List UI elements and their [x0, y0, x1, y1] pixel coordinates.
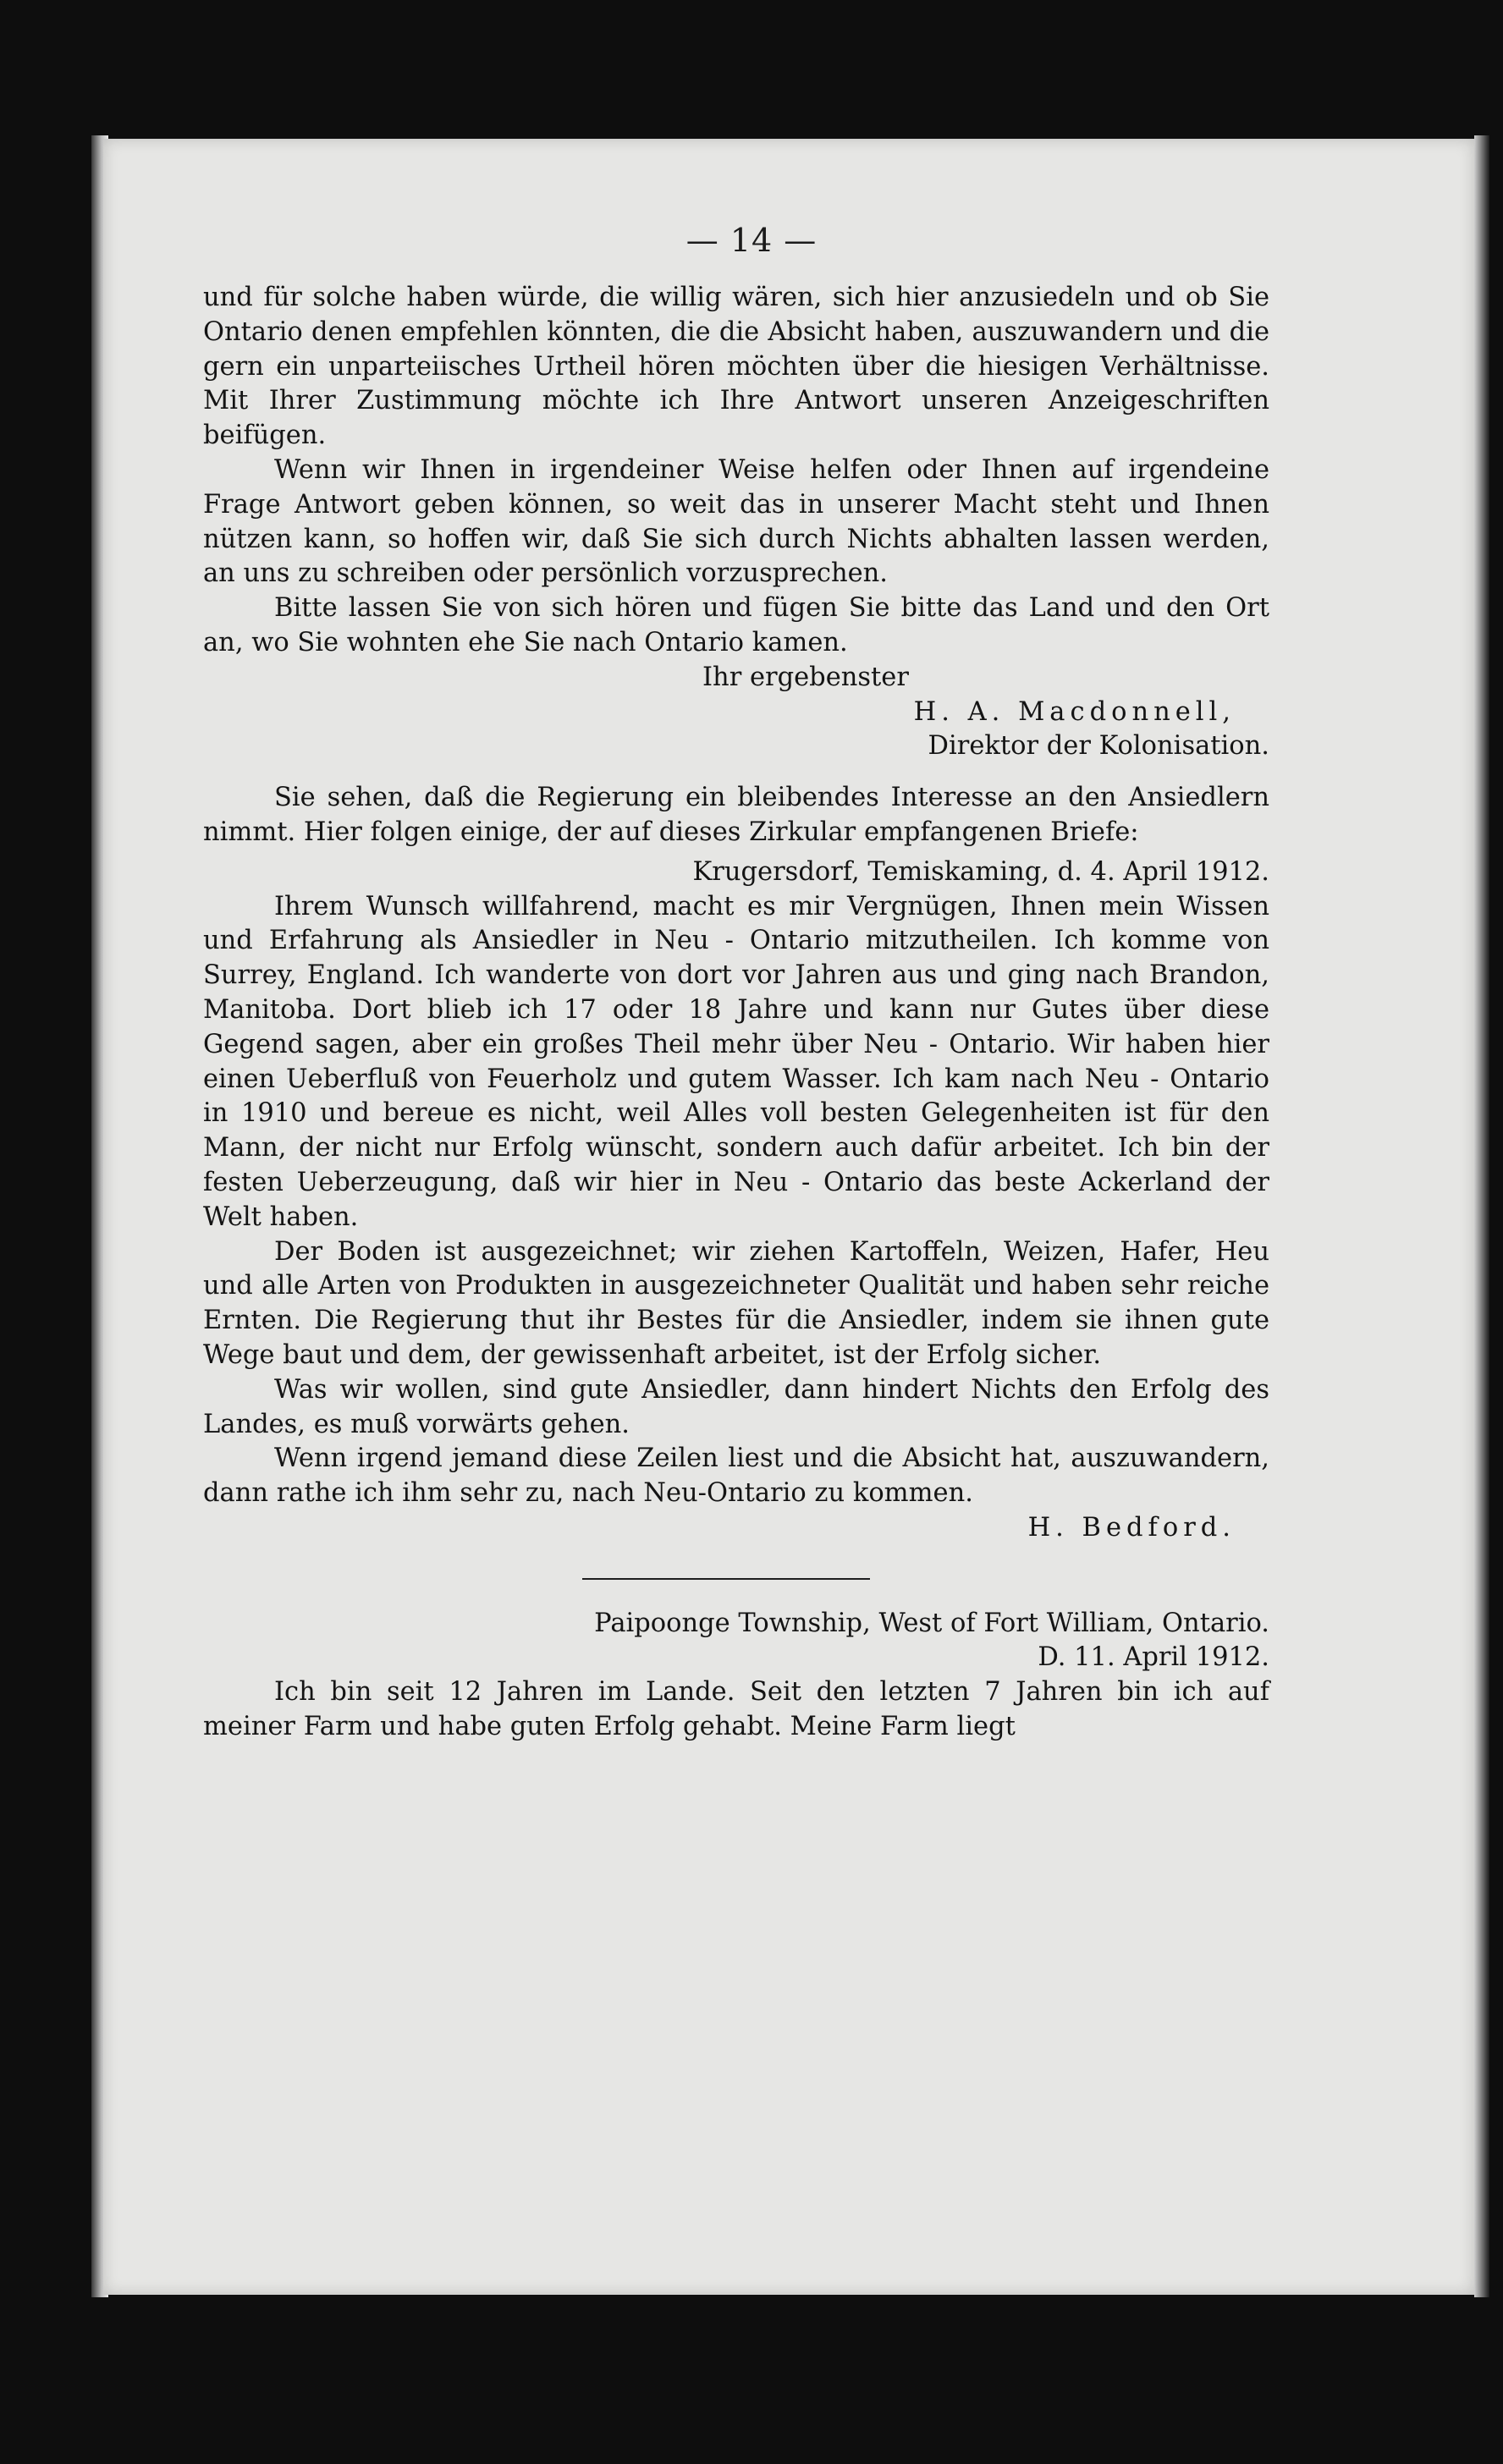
paragraph: Was wir wollen, sind gute Ansiedler, dann hindert Nichts den Erfolg des Landes, es muß vorwärts gehen.: [203, 1374, 1269, 1439]
signer-title: Direktor der Kolonisation.: [928, 731, 1269, 762]
paragraph: und für solche haben würde, die willig wären, sich hier anzusiedeln und ob Sie Ontario denen empfehlen könnten, die die Absicht haben, auszuwandern und die gern ein unparteiisches Urtheil hören möchten über die hiesigen Verhältnisse. Mit Ihrer Zustimmung möchte ich Ihre Antwort unseren Anzeigeschriften beifügen.: [203, 283, 1269, 451]
letter-dateline: D. 11. April 1912.: [1038, 1642, 1269, 1673]
page-body: [203, 281, 1269, 1745]
section-divider: [582, 1578, 870, 1580]
letter-closing: Ihr ergebenster: [702, 662, 909, 692]
paragraph: Der Boden ist ausgezeichnet; wir ziehen Kartoffeln, Weizen, Hafer, Heu und alle Arten von Produkten in ausgezeichneter Qualität und haben sehr reiche Ernten. Die Regierung thut ihr Bestes für die Ansiedler, indem sie ihnen gute Wege baut und dem, der gewissenhaft arbeitet, ist der Erfolg sicher.: [203, 1236, 1269, 1370]
paragraph: Wenn wir Ihnen in irgendeiner Weise helfen oder Ihnen auf irgendeine Frage Antwort geben können, so weit das in unserer Macht steht und Ihnen nützen kann, so hoffen wir, daß Sie sich durch Nichts abhalten lassen werden, an uns zu schreiben oder persönlich vorzusprechen.: [203, 454, 1269, 589]
page-number: — 14 —: [685, 222, 818, 259]
paragraph: Wenn irgend jemand diese Zeilen liest und die Absicht hat, auszuwandern, dann rathe ich ihm sehr zu, nach Neu-Ontario zu kommen.: [203, 1444, 1269, 1509]
signature: H. A. Macdonnell,: [913, 696, 1236, 727]
paragraph: Bitte lassen Sie von sich hören und fügen Sie bitte das Land und den Ort an, wo Sie wohnten ehe Sie nach Ontario kamen.: [203, 593, 1269, 657]
paragraph: Sie sehen, daß die Regierung ein bleibendes Interesse an den Ansiedlern nimmt. Hier folgen einige, der auf dieses Zirkular empfangenen Briefe:: [203, 783, 1269, 847]
paragraph: Ich bin seit 12 Jahren im Lande. Seit den letzten 7 Jahren bin ich auf meiner Farm und habe guten Erfolg gehabt. Meine Farm liegt: [203, 1677, 1269, 1742]
signature: H. Bedford.: [1027, 1512, 1236, 1543]
letter-place: Paipoonge Township, West of Fort William, Ontario.: [594, 1608, 1269, 1638]
paragraph: Ihrem Wunsch willfahrend, macht es mir Vergnügen, Ihnen mein Wissen und Erfahrung als Ansiedler in Neu - Ontario mitzutheilen. Ich komme von Surrey, England. Ich wanderte von dort vor Jahren aus und ging nach Brandon, Manitoba. Dort blieb ich 17 oder 18 Jahre und kann nur Gutes über diese Gegend sagen, aber ein großes Theil mehr über Neu - Ontario. Wir haben hier einen Ueberfluß von Feuerholz und gutem Wasser. Ich kam nach Neu - Ontario in 1910 und bereue es nicht, weil Alles voll besten Gelegenheiten ist für den Mann, der nicht nur Erfolg wünscht, sondern auch dafür arbeitet. Ich bin der festen Ueberzeugung, daß wir hier in Neu - Ontario das beste Ackerland der Welt haben.: [203, 891, 1269, 1232]
page-edge-right: [1474, 135, 1489, 2297]
letter-dateline: Krugersdorf, Temiskaming, d. 4. April 1912.: [692, 856, 1269, 887]
